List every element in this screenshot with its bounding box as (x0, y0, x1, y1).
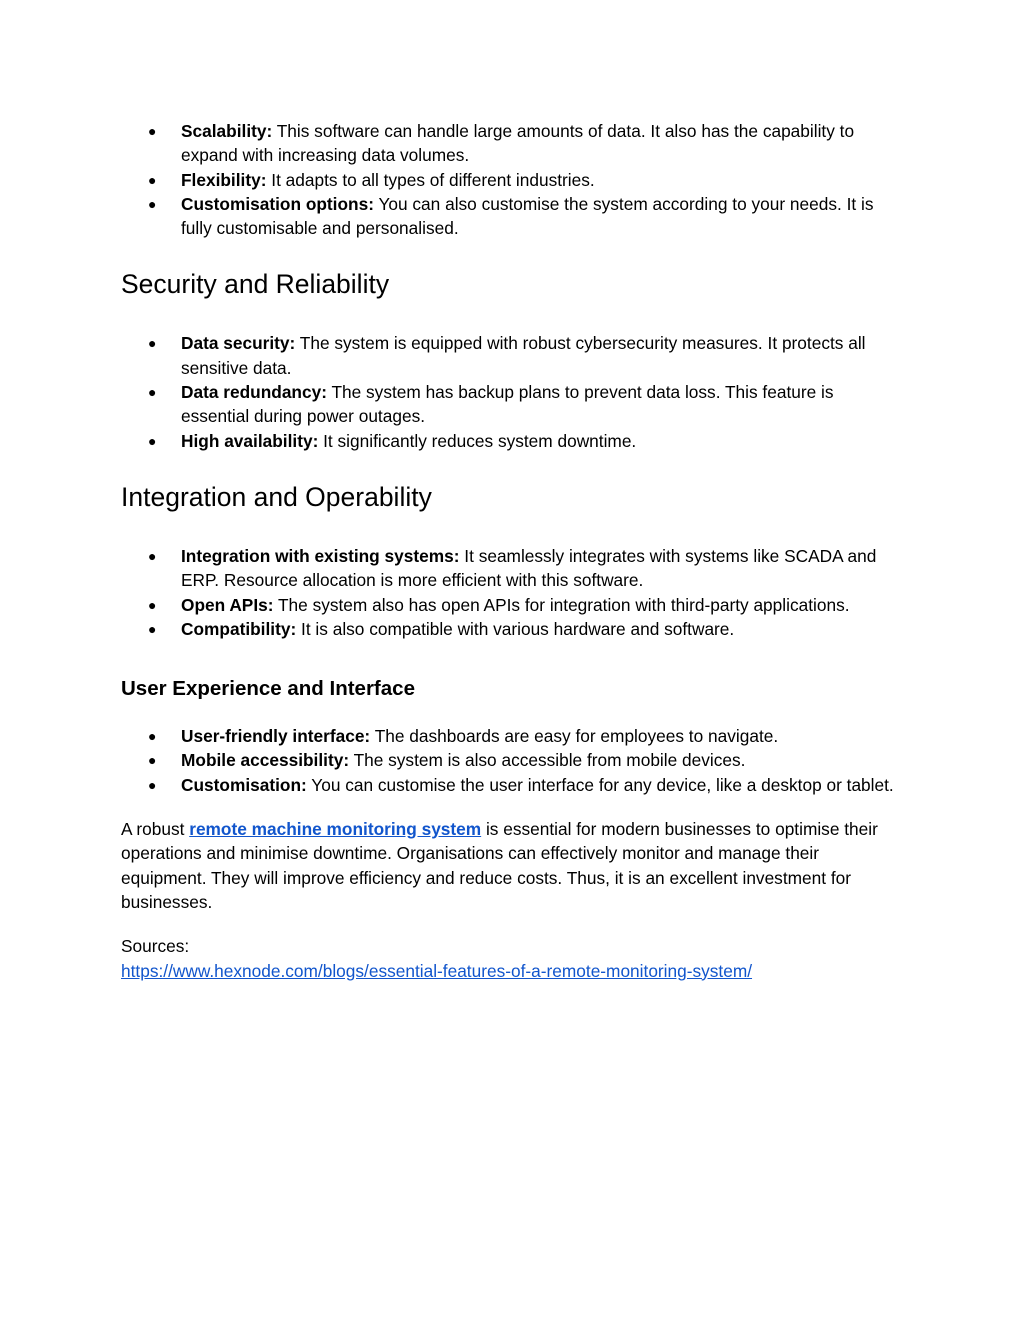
list-item-term: Integration with existing systems: (181, 545, 460, 566)
section-heading-security: Security and Reliability (121, 269, 390, 300)
list-item (121, 593, 904, 617)
list-item (121, 119, 904, 168)
section-heading-integration: Integration and Operability (121, 481, 432, 512)
list-item-term: Flexibility: (181, 169, 267, 190)
list-item (121, 380, 904, 429)
security-feature-list (121, 331, 904, 452)
list-item-term: Data redundancy: (181, 382, 327, 403)
bullet-icon: ● (148, 171, 157, 188)
list-item (121, 724, 904, 748)
bullet-icon: ● (148, 432, 157, 449)
conclusion-text-after: is essential for modern businesses to optimise their operations and minimise downtime. Organisations can effectively monitor and manage their equipment. They will improve efficiency and reduce costs. Thus, it is an excellent investment for businesses. (121, 819, 878, 912)
intro-feature-list (121, 119, 904, 240)
list-item (121, 192, 904, 241)
list-item-text: You can customise the user interface for any device, like a desktop or tablet. (306, 774, 894, 795)
list-item-term: High availability: (181, 430, 319, 451)
bullet-icon: ● (148, 596, 157, 613)
list-item-text: It is also compatible with various hardware and software. (296, 618, 735, 639)
list-item-text: The system is also accessible from mobile devices. (349, 750, 746, 771)
bullet-icon: ● (148, 776, 157, 793)
conclusion-paragraph (121, 817, 904, 914)
list-item (121, 748, 904, 772)
section-heading-ux: User Experience and Interface (121, 677, 415, 701)
list-item-text: It adapts to all types of different industries. (266, 169, 595, 190)
list-item-text: This software can handle large amounts of data. It also has the capability to expand with increasing data volumes. (181, 121, 855, 166)
list-item-term: Open APIs: (181, 594, 274, 615)
list-item-text: You can also customise the system according to your needs. It is fully customisable and personalised. (181, 193, 874, 239)
list-item-text: The system has backup plans to prevent data loss. This feature is essential during power outages. (181, 382, 834, 427)
list-item-term: User-friendly interface: (181, 726, 371, 747)
bullet-icon: ● (148, 547, 157, 564)
source-url-link[interactable]: https://www.hexnode.com/blogs/essential-features-of-a-remote-monitoring-system/ (121, 960, 753, 981)
integration-feature-list (121, 544, 904, 641)
list-item-text: The system also has open APIs for integration with third-party applications. (273, 594, 850, 615)
ux-feature-list (121, 724, 904, 797)
bullet-icon: ● (148, 195, 157, 212)
list-item-text: It significantly reduces system downtime. (318, 430, 637, 451)
list-item-term: Mobile accessibility: (181, 750, 350, 771)
list-item (121, 544, 904, 593)
list-item-text: The dashboards are easy for employees to navigate. (370, 726, 779, 747)
list-item-term: Scalability: (181, 121, 273, 141)
remote-monitoring-link[interactable]: remote machine monitoring system (189, 819, 482, 840)
list-item (121, 168, 904, 192)
list-item-text: It seamlessly integrates with systems like SCADA and ERP. Resource allocation is more efficient with this software. (181, 545, 877, 591)
list-item (121, 617, 904, 641)
list-item-term: Customisation: (181, 774, 307, 795)
list-item (121, 429, 904, 453)
sources-block (121, 934, 904, 983)
bullet-icon: ● (148, 728, 157, 745)
bullet-icon: ● (148, 335, 157, 352)
list-item-text: The system is equipped with robust cybersecurity measures. It protects all sensitive data. (181, 333, 866, 378)
bullet-icon: ● (148, 620, 157, 637)
conclusion-text-before: A robust (121, 819, 190, 840)
bullet-icon: ● (148, 123, 157, 139)
list-item-term: Data security: (181, 333, 296, 354)
list-item-term: Customisation options: (181, 193, 374, 214)
list-item (121, 331, 904, 380)
sources-label: Sources: (121, 936, 190, 957)
list-item-term: Compatibility: (181, 618, 297, 639)
bullet-icon: ● (148, 752, 157, 769)
bullet-icon: ● (148, 384, 157, 401)
list-item (121, 773, 904, 797)
